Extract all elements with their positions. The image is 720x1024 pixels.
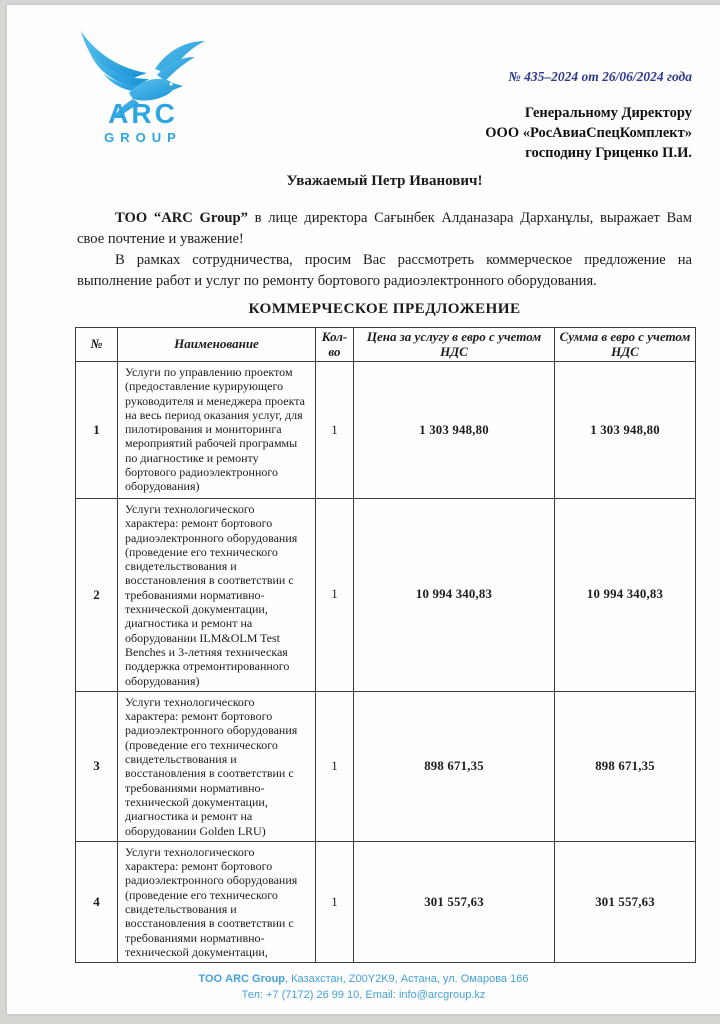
paragraph-intro-rest: в лице директора Сағынбек Алданазара Дарханұлы, выражает Вам свое почтение и уважение!	[77, 210, 692, 247]
service-sum: 898 671,35	[555, 691, 696, 841]
addressee-block	[485, 103, 692, 163]
addressee-position: Генеральному Директору	[524, 105, 692, 121]
logo-text-group: GROUP	[104, 130, 182, 145]
col-header-sum: Сумма в евро с учетом НДС	[555, 328, 696, 362]
service-sum: 10 994 340,83	[555, 499, 696, 692]
col-header-price: Цена за услугу в евро с учетом НДС	[354, 328, 555, 362]
service-name: Услуги технологического характера: ремонт бортового радиоэлектронного оборудования (проведение его технического свидетельствования и восстановления в соответствии с требованиями нормативно-технической документации,	[118, 841, 316, 962]
footer-address-line	[7, 971, 720, 987]
service-price: 301 557,63	[354, 841, 555, 962]
table-row-clipped	[76, 841, 696, 962]
row-number: 4	[76, 841, 118, 962]
company-name-bold: ТОО “ARC Group”	[115, 210, 248, 226]
table-row	[76, 691, 696, 841]
paragraph-offer: В рамках сотрудничества, просим Вас рассмотреть коммерческое предложение на выполнение работ и услуг по ремонту бортового радиоэлектронного оборудования.	[77, 252, 692, 289]
footer-contacts-line: Тел: +7 (7172) 26 99 10, Email: info@arcgroup.kz	[241, 989, 486, 1001]
service-name: Услуги технологического характера: ремонт бортового радиоэлектронного оборудования (проведение его технического свидетельствования и восстановления в соответствии с требованиями нормативно-технической документации, диагностика и ремонт на оборудовании Golden LRU)	[118, 691, 316, 841]
col-header-name: Наименование	[118, 328, 316, 362]
service-price: 10 994 340,83	[354, 499, 555, 692]
service-sum: 1 303 948,80	[555, 362, 696, 499]
col-header-number: №	[76, 328, 118, 362]
service-name: Услуги по управлению проектом (предоставление курирующего руководителя и менеджера проекта на весь период оказания услуг, для пилотирования и мониторинга мероприятий рабочей программы по диагностике и ремонту бортового радиоэлектронного оборудования)	[118, 362, 316, 499]
row-number: 1	[76, 362, 118, 499]
document-sheet	[7, 5, 720, 1014]
letter-body	[77, 208, 692, 292]
addressee-company: ООО «РосАвиаСпецКомплект»	[485, 125, 692, 141]
row-number: 3	[76, 691, 118, 841]
addressee-person: господину Гриценко П.И.	[525, 145, 692, 161]
footer-company-name: ТОО ARC Group	[198, 973, 286, 985]
company-logo	[67, 23, 219, 145]
offer-table	[75, 327, 696, 963]
paragraph-intro	[77, 208, 692, 250]
logo-text-arc: ARC	[108, 98, 178, 129]
offer-title: КОММЕРЧЕСКОЕ ПРЕДЛОЖЕНИЕ	[248, 300, 521, 317]
col-header-qty: Кол-во	[316, 328, 354, 362]
table-header-row	[76, 328, 696, 362]
table-row	[76, 362, 696, 499]
service-qty: 1	[316, 362, 354, 499]
salutation: Уважаемый Петр Иванович!	[286, 173, 483, 189]
service-qty: 1	[316, 499, 354, 692]
reference-number: № 435–2024 от 26/06/2024 года	[508, 69, 692, 84]
page-footer	[7, 971, 720, 1003]
service-price: 898 671,35	[354, 691, 555, 841]
row-number: 2	[76, 499, 118, 692]
service-qty: 1	[316, 841, 354, 962]
service-qty: 1	[316, 691, 354, 841]
table-row	[76, 499, 696, 692]
service-name: Услуги технологического характера: ремонт бортового радиоэлектронного оборудования (проведение его технического свидетельствования и восстановления в соответствии с требованиями нормативно-технической документации, диагностика и ремонт на оборудовании ILM&OLM Test Benches и 3-летняя техническая поддержка отремонтированного оборудования)	[118, 499, 316, 692]
service-sum: 301 557,63	[555, 841, 696, 962]
service-price: 1 303 948,80	[354, 362, 555, 499]
footer-address-rest: , Казахстан, Z00Y2K9, Астана, ул. Омарова 166	[285, 973, 529, 985]
